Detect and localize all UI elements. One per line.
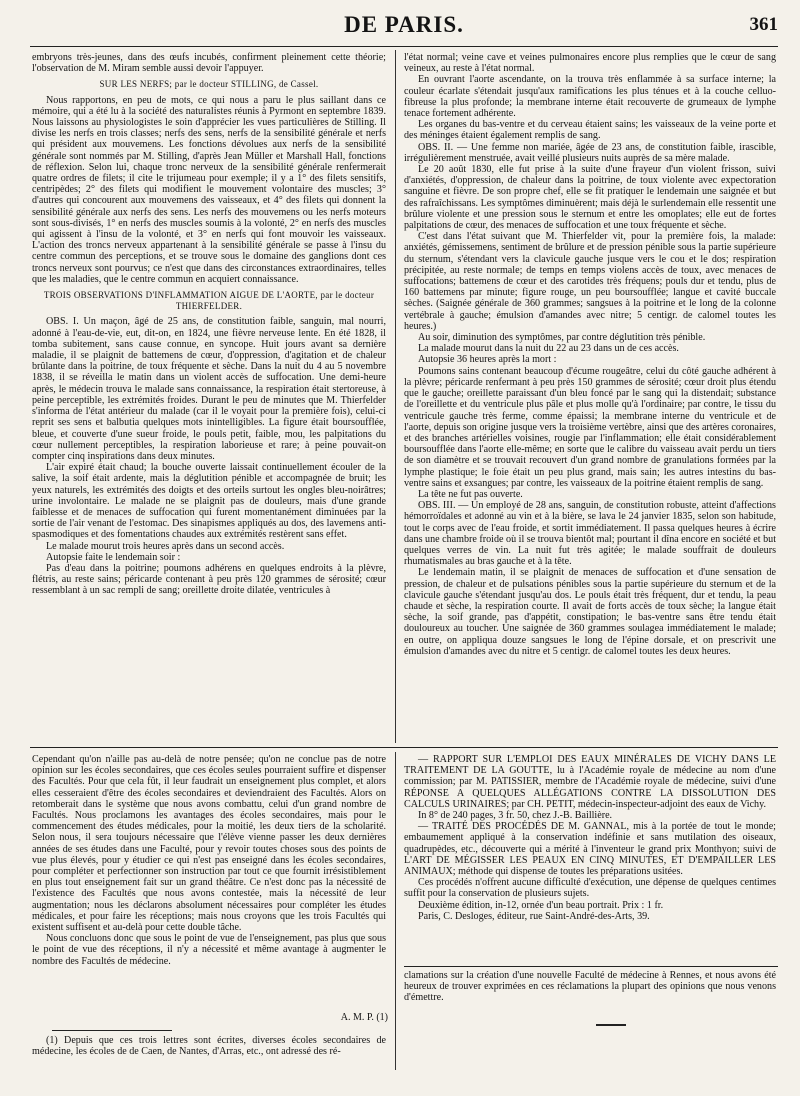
section-heading: SUR LES NERFS; par le docteur STILLING, de Cassel. xyxy=(99,79,319,90)
paragraph: l'état normal; veine cave et veines pulmonaires encore plus remplies que le cœur de sang veineux, au reste à l'état normal. xyxy=(404,52,776,75)
footnote xyxy=(32,1035,386,1065)
signature: A. M. P. (1) xyxy=(340,1012,388,1023)
paragraph-continued: clamations sur la création d'une nouvelle Faculté de médecine à Rennes, et nous avons été heureux de trouver exprimées en ces réclamations la plupart des opinions que nous venons d'émettre. xyxy=(404,970,776,1004)
paragraph: Le malade mourut trois heures après dans un second accès. xyxy=(46,540,285,552)
paragraph: L'air expiré était chaud; la bouche ouverte laissait continuellement écouler de la salive, la soif était ardente, mais la déglutition pénible et accompagnée de bruit; les yeux naturels, les extrémités des doigts et des orteils surtout les ongles bleu-noirâtres; urine involontaire. Le malade ne se plaignit pas de douleurs, mais d'une grande faiblesse et de menaces de suffocation qui furent momentanément diminuées par la sortie de l'air venant de l'estomac. Des sinapismes appliqués au dos, des lavemens anti-spasmodiques et des fomentations chaudes aux extrémités restèrent sans effet. xyxy=(32,462,386,541)
column-right-bottom xyxy=(404,754,776,964)
paragraph: Poumons sains contenant beaucoup d'écume rougeâtre, celui du côté gauche adhérent à la plèvre; péricarde renfermant à peu près 150 grammes de sérosité; cœur droit plus étendu que le gauche; oreillette paraissant d'un bleu foncé par le sang qui la distendait; substance de l'oreillette et du ventricule plus pâle et plus molle qu'à l'ordinaire; par contre, le tissu du ventricule gauche très ferme, comme épaissi; la membrane interne du ventricule et de l'aorte, depuis son origine jusque vers la troisième vertèbre, ainsi que des artères coronaires, et des branches artérielles voisines, rougie par l'inflammation; elle était considérablement boursoufflée dans l'aorte elle-même; en sorte que le calibre du vaisseau avait perdu un tiers de son diamètre et se trouvait recouvert d'un grand nombre de granulations formées par la lymphe plastique; le foie était un peu plus grand, mais sain; les autres intestins du bas-ventre sains et exsangues; par contre, les vaisseaux de la poitrine étaient remplis de sang. xyxy=(404,365,776,489)
header-rule xyxy=(30,46,778,47)
paragraph: Le 20 août 1830, elle fut prise à la suite d'une frayeur d'un violent frisson, suivi d'anxiétés, d'oppression, de chaleur dans la poitrine, de toux violente avec expectoration sanguine et fièvre. De son propre chef, elle se fit pratiquer le lendemain une saignée et but des rafraîchissans. Les symptômes diminuèrent; mais déjà le surlendemain elle ressentit une brûlure violente et une pression sous le sternum et entre les omoplates; elle eut de fortes palpitations de cœur, des menaces de suffocation et une toux fréquente et sèche. xyxy=(404,164,776,232)
paragraph: OBS. I. Un maçon, âgé de 25 ans, de constitution faible, sanguin, mal nourri, adonné à l'eau-de-vie, eut, dit-on, en 1824, une fièvre nerveuse lente. En été 1828, il tomba subitement, sans cause connue, en syncope. Huit jours avant sa dernière maladie, il se plaignit de battemens de cœur, d'oppression, d'agitation et de chaleur brûlante dans la poitrine, de toux fréquente et sèche. Dans la nuit du 4 au 5 novembre 1838, il se réveilla le matin dans un violent accès de suffocation. Une demi-heure après, le médecin trouva le malade sans connaissance, la respiration était stertoreuse, à peine perceptible, les extrémités froides. Durant le peu de minutes que M. Thierfelder s'informa de l'état antérieur du malade (car il le voyait pour la première fois), celui-ci reprit ses sens et balbutia quelques mots inintelligibles. La figure était boursoufflée, bleue, et couverte d'une sueur froide, le pouls petit, faible, mou, les palpitations du cœur nullement perceptibles, la respiration laborieuse et rare; à peine pouvait-on compter cinq inspirations dans deux minutes. xyxy=(32,316,386,462)
paragraph: La tête ne fut pas ouverte. xyxy=(418,488,523,500)
paragraph: La malade mourut dans la nuit du 22 au 23 dans un de ces accès. xyxy=(418,343,679,355)
paragraph: OBS. II. — Une femme non mariée, âgée de 23 ans, de constitution faible, irascible, irrégulièrement menstruée, avait veillé plusieurs nuits auprès de sa mère malade. xyxy=(404,141,776,164)
paragraph: — TRAITÉ DES PROCÉDÉS DE M. GANNAL, mis à la portée de tout le monde; embaumement appliqué à la conservation indéfinie et sans mutilation des oiseaux, quadrupèdes, etc., découverte qui a mérité à l'inventeur le grand prix Monthyon; suivi de L'ART DE MÉGISSER LES PEAUX EN CINQ MINUTES, ET D'EMPAILLER LES ANIMAUX; méthode qui dispense de toutes les préparations usitées. xyxy=(404,821,776,878)
paragraph: Deuxième édition, in-12, ornée d'un beau portrait. Prix : 1 fr. xyxy=(418,899,664,911)
section-divider-rule xyxy=(30,747,778,748)
paragraph: Autopsie 36 heures après la mort : xyxy=(418,354,557,366)
column-left-top xyxy=(32,52,386,742)
column-right-bottom-continued xyxy=(404,970,776,1010)
column-right-top xyxy=(404,52,776,742)
running-title: DE PARIS. xyxy=(344,12,464,37)
paragraph: In 8° de 240 pages, 3 fr. 50, chez J.-B. Baillière. xyxy=(418,810,613,822)
paragraph: En ouvrant l'aorte ascendante, on la trouva très enflammée à sa surface interne; la couleur écarlate s'étendait jusqu'aux ramifications les plus ténues et à la couche celluo-fibreuse la plus profonde; la membrane interne était recouverte de grumeaux de lymphe tenace fortement adhérente. xyxy=(404,74,776,120)
column-divider-top xyxy=(395,50,396,743)
paragraph: — RAPPORT SUR L'EMPLOI DES EAUX MINÉRALES DE VICHY DANS LE TRAITEMENT DE LA GOUTTE, lu à l'Académie royale de médecine au nom d'une commission; par M. PATISSIER, membre de l'Académie royale de médecine, suivi d'une RÉPONSE A QUELQUES ALLÉGATIONS CONTRE LA DISSOLUTION DES CALCULS URINAIRES; par CH. PETIT, médecin-inspecteur-adjoint des eaux de Vichy. xyxy=(404,754,776,810)
paragraph: Nous rapportons, en peu de mots, ce qui nous a paru le plus saillant dans ce mémoire, qui a été lu à la société des naturalistes réunis à Pyrmont en septembre 1839. Nous laissons au physiologistes le soin d'apprécier les vues particulières de Stilling. Il divise les nerfs en trois classes; nerfs des sens, nerfs de la sensibilité générale et nerfs qui président aux mouvemens. Les fonctions dévolues aux nerfs de la sensibilité générale sont nommés par M. Stilling, d'après Jean Müller et Marshall Hall, fonctions de réflexion. Selon lui, chaque tronc nerveux de la sensibilité générale renfermerait quatre ordres de filets; il cite le trijumeau pour exemple; il y a 1° des filets sensitifs, centripèdes; 2° des filets qui modifient le mouvement volontaire des muscles; 3° d'autres qui concourent aux mouvemens des vaisseaux, et 4° des filets qui donnent la sensibilité générale aux nerfs des sens. Les nerfs des mouvemens ou les nerfs moteurs sont sous-divisés, 1° en nerfs des muscles soumis à la volonté, 2° en nerfs des muscles qui agissent à l'insu de la volonté, et 3° en nerfs qui font mouvoir les vaisseaux. L'action des troncs nerveux appartenant à la sensibilité générale se passe à l'insu du centre commun des perceptions, et se trouve sous le domaine des ganglions dont ces troncs nerveux sont pourvus; ce n'est que dans des circonstances extraordinaires, telles que les maladies, que le centre commun en acquiert connaissance. xyxy=(32,94,386,285)
running-header xyxy=(30,12,778,42)
paragraph: OBS. III. — Un employé de 28 ans, sanguin, de constitution robuste, atteint d'affections hémorroïdales et adonné au vin et à la bière, se lava le 24 janvier 1835, selon son habitude, tout le corps avec de l'eau froide, et sortit immédiatement. Il passa quelques heures à écrire dans une chambre froide où il se trouva bientôt mal; pourtant il dîna encore en société et but quelques verres de vin. La nuit fut très agitée; le malade souffrait de douleurs rhumatismales au bras gauche et à la tête. xyxy=(404,500,776,568)
page-number: 361 xyxy=(749,14,778,35)
paragraph: Pas d'eau dans la poitrine; poumons adhérens en quelques endroits à la plèvre, flétris, au reste sains; péricarde contenant à peu près 120 grammes de sérosité; cœur ressemblant à un sac rempli de sang; oreillette droite dilatée, ventricules à xyxy=(32,562,386,597)
footnote-text: (1) Depuis que ces trois lettres sont écrites, diverses écoles secondaires de médecine, les écoles de de Caen, de Nantes, d'Arras, etc., ont adressé des ré- xyxy=(32,1035,386,1058)
paragraph: Nous concluons donc que sous le point de vue de l'enseignement, pas plus que sous le point de vue des réceptions, il n'y a nécessité et même avantage à augmenter le nombre des Facultés de médecine. xyxy=(32,933,386,967)
paragraph: Les organes du bas-ventre et du cerveau étaient sains; les vaisseaux de la veine porte et des méninges étaient également remplis de sang. xyxy=(404,119,776,142)
closing-dash xyxy=(596,1024,626,1026)
paragraph: Le lendemain matin, il se plaignit de menaces de suffocation et d'une sensation de pression, de chaleur et de pulsations pénibles sous la partie supérieure du sternum et de la clavicule gauche s'étendant jusqu'au dos. Le pouls était très fréquent, dur et tendu, la peau chaude et sèche, la respiration courte. Il avait de forts accès de toux sèche; la langue était sèche, la soif grande, pas d'appétit, constipation; le bas-ventre sans être tendu était douloureux au toucher. Une saignée de 360 grammes soulagea immédiatement le malade; en outre, on appliqua douze sangsues le long de l'épine dorsale, et on prescrivit une émulsion d'amandes avec du nitre et 5 centigr. de calomel toutes les deux heures. xyxy=(404,567,776,657)
section-heading: TROIS OBSERVATIONS D'INFLAMMATION AIGUE DE L'AORTE, par le docteur THIERFELDER. xyxy=(43,290,375,312)
paragraph: embryons très-jeunes, dans des œufs incubés, confirment pleinement cette théorie; l'observation de M. Miram semble aussi devoir l'appuyer. xyxy=(32,52,386,75)
paragraph: C'est dans l'état suivant que M. Thierfelder vit, pour la première fois, la malade: anxiétés, gémissemens, sentiment de brûlure et de pression pénible sous la partie supérieure du sternum, s'étendant vers la clavicule gauche jusque vers le cou et le dos; respiration précipitée, au reste normale; de temps en temps violens accès de toux, avec menaces de suffocations; battemens de cœur et des carotides très fréquens; pouls dur et tendu, plus de 160 battemens par minute; figure rouge, un peu boursoufflée; langue et cavité buccale sèches. (Saignée générale de 360 grammes; sangsues à la poitrine et le long de la colonne vertébrale à gauche; émulsion d'amandes avec nitre; 5 centigr. de calomel toutes les heures.) xyxy=(404,231,776,332)
paragraph: Paris, C. Desloges, éditeur, rue Saint-André-des-Arts, 39. xyxy=(418,910,650,922)
notice-rule xyxy=(404,966,778,967)
footnote-rule xyxy=(52,1030,172,1031)
paragraph: Au soir, diminution des symptômes, par contre déglutition très pénible. xyxy=(418,332,706,344)
column-left-bottom xyxy=(32,754,386,1008)
paragraph: Autopsie faite le lendemain soir : xyxy=(46,551,181,563)
paragraph: Cependant qu'on n'aille pas au-delà de notre pensée; qu'on ne conclue pas de notre opinion sur les écoles secondaires, que ces écoles seules pourraient suffire et dispenser des Facultés. Pour que cela fût, il leur faudrait un enseignement plus complet, et alors elles cesseraient d'être des écoles secondaires et deviendraient des Facultés. Alors on retomberait dans le système que nous avons combattu, celui d'un grand nombre de Facultés. Nous proclamons les avantages des écoles secondaires, mais pour le commencement des études médicales, pour la moitié, les deux tiers de la scholarité. Selon nous, il sera toujours nécessaire que l'élève vienne passer les deux dernières années de ses études dans une Faculté, pour y revoir toutes choses sous des points de vue plus élevés, pour y étudier ce qui n'est pas enseigné dans les écoles secondaires, pour compléter et perfectionner son instruction par tout ce que fournit irrésistiblement en plus tout enseignement fait sur un grand théâtre. Ce n'est donc pas la nécessité de l'existence des Facultés que nous avons contestée, mais la nécessité de leur augmentation; nous les déclarons absolument nécessaires pour compléter les études médicales, et pour faire les réceptions; mais nous croyons que les trois Facultés qui existent suffisent et au-delà pour cette double tâche. xyxy=(32,754,386,934)
column-divider-bottom xyxy=(395,752,396,1070)
paragraph: Ces procédés n'offrent aucune difficulté d'exécution, une dépense de quelques centimes suffit pour la conservation de plusieurs sujets. xyxy=(404,877,776,900)
